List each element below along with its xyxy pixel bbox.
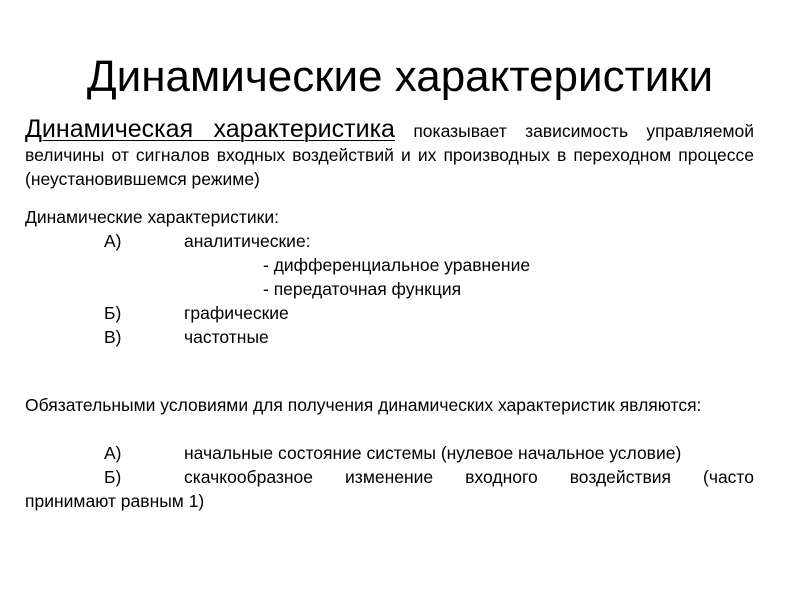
definition-term: Динамическая характеристика [25,115,395,143]
requirements-heading: Обязательными условиями для получения динамических характеристик являются: [25,395,702,415]
slide-title: Динамические характеристики [86,52,714,101]
requirement-step-change-line2: принимают равным 1) [25,491,205,511]
list-marker-v: В) [104,327,122,347]
list-item-frequency: частотные [184,327,269,347]
list-marker-b: Б) [104,303,122,323]
requirement-marker-a: А) [104,443,122,463]
characteristics-heading: Динамические характеристики: [25,207,279,227]
definition-paragraph [25,117,754,191]
list-item-analytical: аналитические: [184,231,311,251]
requirement-marker-b: Б) [104,467,122,487]
requirement-initial-state: начальные состояние системы (нулевое начальное условие) [184,443,682,463]
list-marker-a: А) [104,231,122,251]
sub-item-transfer-function: - передаточная функция [263,279,462,299]
sub-item-differential-equation: - дифференциальное уравнение [263,255,531,275]
definition-text: показывает зависимость управляемой величины от сигналов входных воздействий и их производных в переходном процессе (неустановившемся режиме) [25,121,754,189]
requirement-step-change-line1: скачкообразное изменение входного воздействия (часто [184,467,754,487]
list-item-graphical: графические [184,303,289,323]
